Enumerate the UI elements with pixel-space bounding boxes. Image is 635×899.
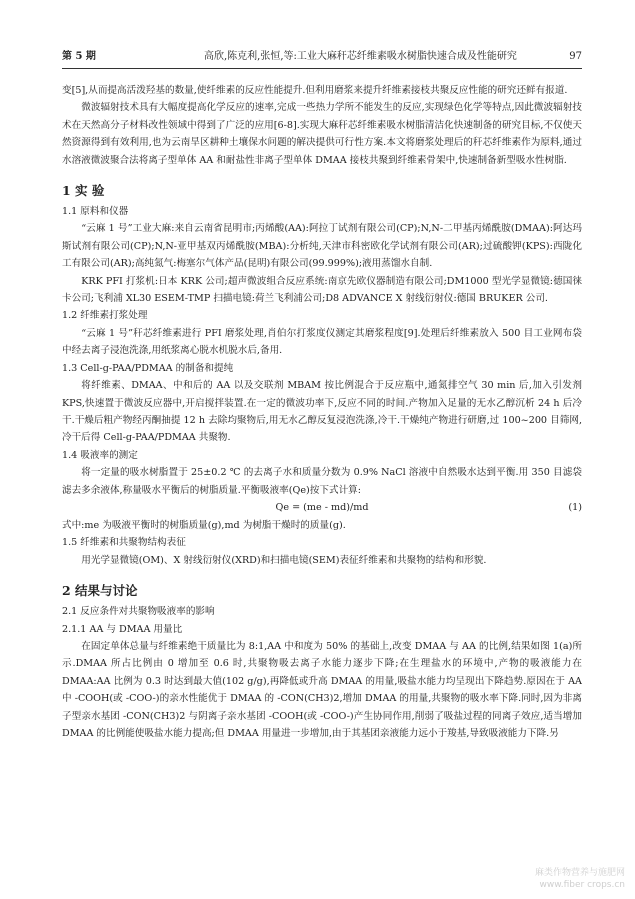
paragraph-microwave: 微波辐射技术具有大幅度提高化学反应的速率,完成一些热力学所不能发生的反应,实现绿色化学等特点,因此微波辐射技术在天然高分子材料改性领域中得到了广泛的应用[6-8].实现大麻秆芯纤维素吸水树脂清洁化快速制备的研究目标,不仅使天然资源得到有效利用,也为云南旱区耕种土壤保水问题的解决提供可行性方案.本文将磨浆处理后的秆芯纤维素作为原料,通过水溶液微波聚合法将离子型单体 AA 和耐盐性非离子型单体 DMAA 接枝共聚到纤维素骨架中,快速制备新型吸水性树脂. [62, 102, 582, 166]
paragraph-results: 在固定单体总量与纤维素绝干质量比为 8:1,AA 中和度为 50% 的基础上,改变 DMAA 与 AA 的比例,结果如图 1(a)所示.DMAA 所占比例由 0 增加至 0.6 时,共聚物吸去离子水能力逐步下降;在生理盐水的环境中,产物的吸液能力在 DMAA:AA 比例为 0.3 时达到最大值(102 g/g),再降低或升高 DMAA 的用量,吸盐水能力均呈现出下降趋势.原因在于 AA 中 -COOH(或 -COO-)的亲水性能优于 DMAA 的 -CON(CH3)2,增加 DMAA 的用量,共聚物的吸水率下降.同时,因为非离子型亲水基团 -CON(CH3)2 与阴离子亲水基团 -COOH(或 -COO-)产生协同作用,削弱了吸盐过程的同离子效应,适当增加 DMAA 的比例能使吸盐水能力提高;但 DMAA 用量进一步增加,由于其基团亲液能力远小于羧基,导致吸液能力下降.另 [62, 640, 582, 739]
watermark-line-2: www.fiber crops.cn [539, 880, 625, 890]
equation-number: (1) [568, 501, 582, 513]
paragraph-preparation: 将纤维素、DMAA、中和后的 AA 以及交联剂 MBAM 按比例混合于反应瓶中,通氮排空气 30 min 后,加入引发剂 KPS,快速置于微波反应器中,开启搅拌装置.在一定的微波功率下,反应不同的时间.产物加入足量的无水乙醇沉析 24 h 后冷干.干燥后粗产物经丙酮抽提 12 h 去除均聚物后,用无水乙醇反复浸泡洗涤,冷干.干燥纯产物进行研磨,过 100~200 目筛网,冷干后得 Cell-g-PAA/PDMAA 共聚物. [62, 380, 582, 444]
paragraph-characterization: 用光学显微镜(OM)、X 射线衍射仪(XRD)和扫描电镜(SEM)表征纤维素和共聚物的结构和形貌. [81, 554, 487, 566]
subsection-heading-reaction-conditions: 2.1 反应条件对共聚物吸液率的影响 [62, 606, 215, 618]
running-header [62, 46, 582, 69]
subsection-heading-aa-dmaa-ratio: 2.1.1 AA 与 DMAA 用量比 [62, 623, 183, 635]
equation-1 [62, 499, 582, 517]
paragraph-absorbency: 将一定量的吸水树脂置于 25±0.2 ℃ 的去离子水和质量分数为 0.9% NaCl 溶液中自然吸水达到平衡.用 350 目滤袋滤去多余液体,称量吸水平衡后的树脂质量.平衡吸液率(Qe)按下式计算: [62, 467, 582, 496]
running-title: 高欣,陈克利,张恒,等:工业大麻秆芯纤维素吸水树脂快速合成及性能研究 [204, 51, 517, 62]
subsection-heading-materials: 1.1 原料和仪器 [62, 206, 129, 218]
issue-number: 第 5 期 [62, 51, 96, 62]
paragraph-beating: “云麻 1 号”秆芯纤维素进行 PFI 磨浆处理,肖伯尔打浆度仪测定其磨浆程度[9].处理后纤维素放入 500 目工业网布袋中经去离子浸泡洗涤,用纸浆离心脱水机脱水后,备用. [62, 327, 582, 357]
watermark-line-1: 麻类作物营养与施肥网 [534, 868, 625, 878]
paragraph-intro-continued: 变[5],从而提高活泼羟基的数量,使纤维素的反应性能提升.但利用磨浆来提升纤维素接枝共聚反应性能的研究还鲜有报道. [62, 85, 568, 96]
subsection-heading-preparation: 1.3 Cell-g-PAA/PDMAA 的制备和提纯 [62, 362, 234, 374]
section-heading-results: 2 结果与讨论 [62, 583, 138, 599]
section-heading-experiment: 1 实 验 [62, 183, 105, 199]
page-number: 97 [569, 51, 582, 62]
subsection-heading-beating: 1.2 纤维素打浆处理 [62, 310, 148, 322]
paragraph-materials: “云麻 1 号”工业大麻:来自云南省昆明市;丙烯酸(AA):阿拉丁试剂有限公司(CP);N,N-二甲基丙烯酰胺(DMAA):阿达玛斯试剂有限公司(CP);N,N-亚甲基双丙烯酰胺(MBA):分析纯,天津市科密欧化学试剂有限公司(AR);过硫酸钾(KPS):西陇化工有限公司(AR);高纯氮气:梅塞尔气体产品(昆明)有限公司(99.999%);液用蒸馏水自制. [62, 223, 582, 270]
equation-body: Qe = (me - md)/md [275, 501, 369, 513]
subsection-heading-characterization: 1.5 纤维素和共聚物结构表征 [62, 537, 186, 549]
paragraph-instruments: KRK PFI 打浆机:日本 KRK 公司;超声微波组合反应系统:南京先欧仪器制造有限公司;DM1000 型光学显微镜:德国徕卡公司;飞利浦 XL30 ESEM-TMP 扫描电镜:荷兰飞利浦公司;D8 ADVANCE X 射线衍射仪:德国 BRUKER 公司. [62, 275, 582, 305]
site-watermark [475, 867, 625, 891]
subsection-heading-absorbency: 1.4 吸液率的测定 [62, 449, 138, 461]
paragraph-where: 式中:me 为吸液平衡时的树脂质量(g),md 为树脂干燥时的质量(g). [62, 519, 346, 531]
article-body [62, 82, 582, 742]
